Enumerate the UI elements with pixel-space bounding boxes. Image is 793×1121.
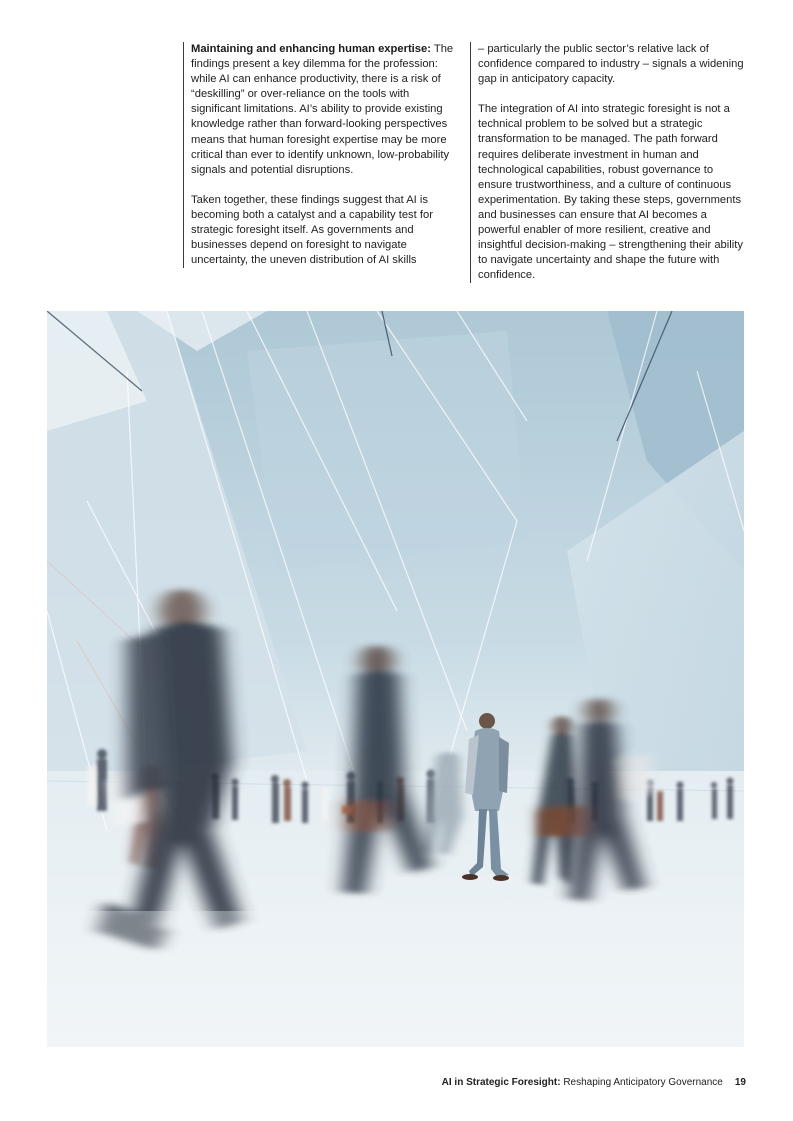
paragraph-heading: Maintaining and enhancing human expertise: [191, 43, 431, 55]
footer-title-rest: Reshaping Anticipatory Governance [560, 1077, 723, 1088]
page-footer [442, 1076, 746, 1089]
photo-illustration [47, 311, 744, 1047]
paragraph-body: The findings present a key dilemma for the profession: while AI can enhance productivity, there is a risk of “deskilling” or over-reliance on the tools with significant limitations. AI’s ability to provide existing knowledge rather than forward-looking perspectives means that human foresight expertise may be more critical than ever to identify unknown, low-probability signals and potential disruptions. [191, 43, 454, 176]
paragraph-expertise [191, 42, 461, 178]
text-column-left [183, 42, 461, 268]
paragraph-continuation: – particularly the public sector’s relative lack of confidence compared to industry – signals a widening gap in anticipatory capacity. [478, 43, 744, 86]
people-walking-photo [47, 311, 744, 1047]
paragraph-summary: Taken together, these findings suggest that AI is becoming both a catalyst and a capability test for strategic foresight itself. As governments and businesses depend on foresight to navigate uncertainty, the uneven distribution of AI skills [191, 193, 433, 267]
footer-title-bold: AI in Strategic Foresight: [441, 1077, 561, 1088]
page-number: 19 [734, 1077, 746, 1088]
text-column-right [470, 42, 748, 283]
paragraph-conclusion: The integration of AI into strategic foresight is not a technical problem to be solved but a strategic transformation to be managed. The path forward requires deliberate investment in human and technological capabilities, robust governance to ensure trustworthiness, and a culture of continuous experimentation. By taking these steps, governments and businesses can ensure that AI becomes a powerful enabler of more resilient, creative and insightful decision-making – strengthening their ability to navigate uncertainty and shape the future with confidence. [478, 103, 743, 282]
